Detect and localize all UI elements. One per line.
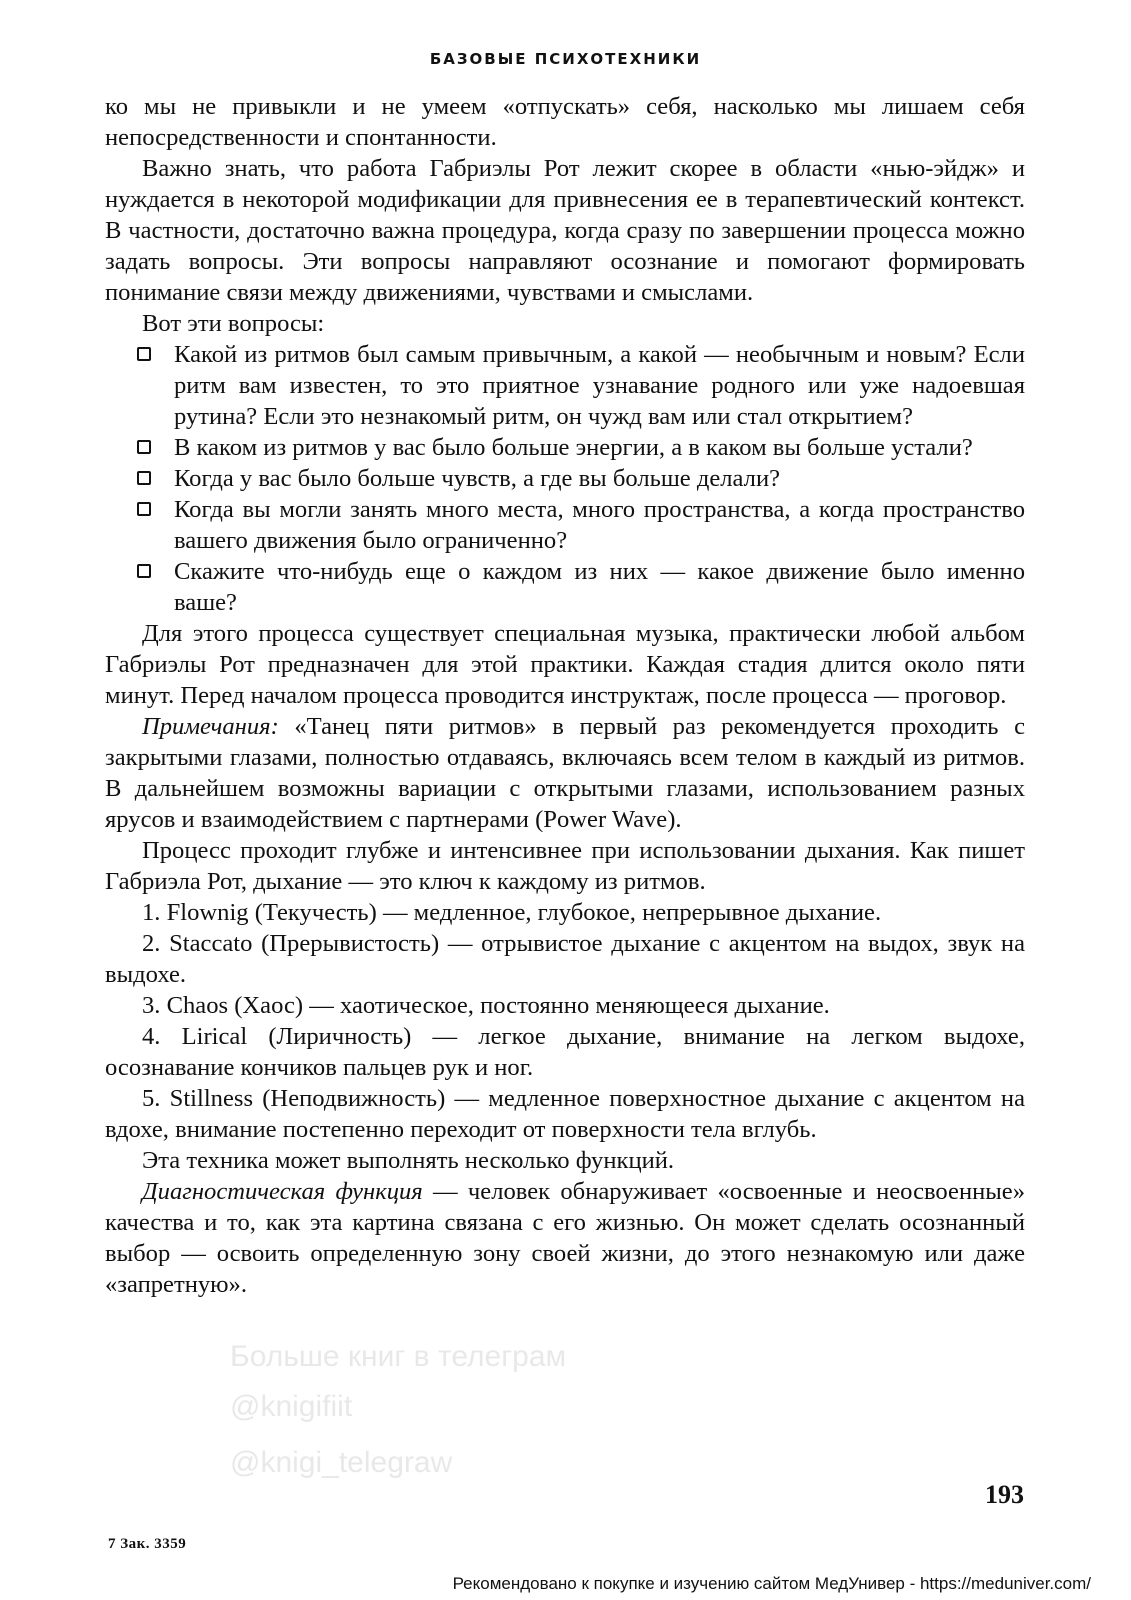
list-item [137,339,1025,432]
checkbox-bullet-icon [137,347,151,361]
question-text: Скажите что-нибудь еще о каждом из них — какое движение было именно ваше? [174,558,1025,616]
rhythm-item: 4. Lirical (Лиричность) — легкое дыхание, внимание на легком выдохе, осознавание кончиков пальцев рук и ног. [105,1023,1025,1081]
checkbox-bullet-icon [137,564,151,578]
list-item [137,432,1025,463]
print-order-mark: 7 Зак. 3359 [108,1536,187,1552]
checkbox-bullet-icon [137,502,151,516]
rhythm-item: 1. Flownig (Текучесть) — медленное, глубокое, непрерывное дыхание. [142,899,882,926]
page-number: 193 [985,1480,1024,1509]
rhythm-item: 2. Staccato (Прерывистость) — отрывистое дыхание с акцентом на выдох, звук на выдохе. [105,930,1025,988]
paragraph-continuation: ко мы не привыкли и не умеем «отпускать» себя, насколько мы лишаем себя непосредственности и спонтанности. [105,93,1025,151]
question-text: Когда вы могли занять много места, много пространства, а когда пространство вашего движения было ограниченно? [174,496,1025,554]
main-text [105,91,1025,1300]
watermark-text: @knigifiit [230,1390,353,1423]
question-text: Какой из ритмов был самым привычным, а какой — необычным и новым? Если ритм вам известен, то это приятное узнавание родного или уже надоевшая рутина? Если это незнакомый ритм, он чужд вам или стал открытием? [174,341,1025,430]
watermark-text: Больше книг в телеграм [230,1340,567,1373]
paragraph-new-age: Важно знать, что работа Габриэлы Рот лежит скорее в области «нью-эйдж» и нуждается в некоторой модификации для привнесения ее в терапевтический контекст. В частности, достаточно важна процедура, когда сразу по завершении процесса можно задать вопросы. Эти вопросы направляют осознание и помогают формировать понимание связи между движениями, чувствами и смыслами. [105,155,1025,306]
diagnostic-label: Диагностическая функция [142,1178,423,1205]
watermark-text: @knigi_telegraw [230,1446,453,1479]
diagnostic-text: — человек обнаруживает «освоенные и неосвоенные» качества и то, как эта картина связана с его жизнью. Он может сделать осознанный выбор — освоить определенную зону своей жизни, до этого незнакомую или даже «запретную». [105,1178,1026,1298]
list-item [137,463,1025,494]
notes-text: «Танец пяти ритмов» в первый раз рекомендуется проходить с закрытыми глазами, полностью отдаваясь, включаясь всем телом в каждый из ритмов. В дальнейшем возможны вариации с открытыми глазами, использованием разных ярусов и взаимодействием с партнерами (Power Wave). [105,713,1025,833]
paragraph-music: Для этого процесса существует специальная музыка, практически любой альбом Габриэлы Рот предназначен для этой практики. Каждая стадия длится около пяти минут. Перед началом процесса проводится инструктаж, после процесса — проговор. [105,620,1025,709]
running-header: БАЗОВЫЕ ПСИХОТЕХНИКИ [429,50,702,68]
list-item [137,494,1025,556]
checkbox-bullet-icon [137,440,151,454]
rhythm-item: 3. Chaos (Хаос) — хаотическое, постоянно меняющееся дыхание. [142,992,830,1019]
list-item [137,556,1025,618]
paragraph-questions-intro: Вот эти вопросы: [142,310,325,337]
paragraph-diagnostic [105,1176,1025,1300]
rhythm-item: 5. Stillness (Неподвижность) — медленное поверхностное дыхание с акцентом на вдохе, внимание постепенно переходит от поверхности тела вглубь. [105,1085,1025,1143]
questions-list [105,339,1025,618]
paragraph-functions: Эта техника может выполнять несколько функций. [142,1147,675,1174]
checkbox-bullet-icon [137,471,151,485]
paragraph-breathing: Процесс проходит глубже и интенсивнее при использовании дыхания. Как пишет Габриэла Рот, дыхание — это ключ к каждому из ритмов. [105,837,1025,895]
question-text: Когда у вас было больше чувств, а где вы больше делали? [174,465,781,492]
notes-label: Примечания: [142,713,279,740]
footer-recommendation: Рекомендовано к покупке и изучению сайтом МедУнивер - https://meduniver.com/ [452,1574,1091,1593]
paragraph-notes [105,711,1025,835]
question-text: В каком из ритмов у вас было больше энергии, а в каком вы больше устали? [174,434,973,461]
